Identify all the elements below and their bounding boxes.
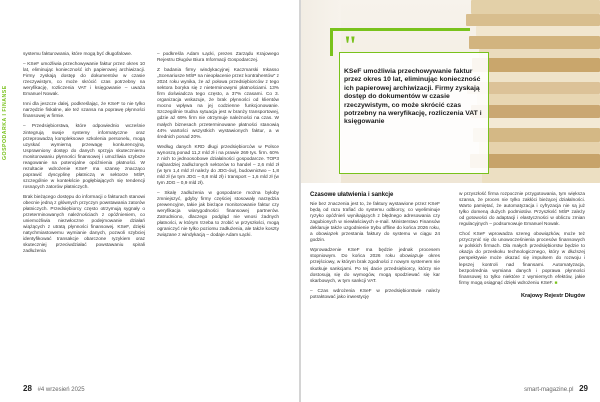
paragraph: – KSeF umożliwia przechowywanie faktur przez okres 10 lat, eliminując konieczność ich papierowej archiwizacji. Firmy zyskają dostęp do dokumentów w czasie rzeczywistym, co może skrócić czas potrzebny na weryfikację, rozliczenia VAT i księgowanie – uważa Emanuel Nowak. — [23, 62, 145, 98]
paragraph: – podkreśla Adam Łącki, prezes Zarządu Krajowego Rejestru Długów Biura Informacji Gospodarczej. — [157, 52, 279, 64]
paragraph: Nie bez znaczenia jest to, że faktury wystawione przez KSeF będą od razu trafiać do systemu odbiorcy, co wyeliminuje ryzyko opóźnień wynikających z błędnego adresowania czy zagubionych w niewłaściwych e-mail. Ministerstwo Finansów deklaruje także uzgodnienie trybu offline do końca 2026 roku, a obowiązek przestania faktury do systemu w ciągu 24 godzin. — [310, 202, 440, 244]
right-column-2 — [459, 192, 585, 299]
page-number: 29 — [579, 384, 588, 393]
article-author: Krajowy Rejestr Długów — [520, 292, 585, 299]
right-folio — [524, 384, 588, 393]
paragraph: – Skalę zadłużenia w gospodarce można byłoby zmniejszyć, gdyby firmy częściej stosowały narzędzia prewencyjne, takie jak bieżące monitorowanie faktur czy weryfikacja wiarygodności finansowej partnerów. Zatrudniono, dlaczego podgląd nie wnosi żadnych płatności, w którym trzeba to zrobić w przyszłości, mogą ograniczyć nie tylko poziomu zadłużenia, ale także koszty związane z windykacją – dodaje Adam Łącki. — [157, 190, 279, 239]
paragraph: – Czas wdrożenia KSeF w przedsiębiorstwie należy potraktować jako inwestycję — [310, 288, 440, 300]
section-heading: Czasowe ułatwienia i sankcje — [310, 192, 394, 198]
page-number: 28 — [23, 384, 32, 393]
site-label: smart-magazine.pl — [524, 387, 574, 393]
paragraph: systemu fakturowania, które mogą być długofalowe. — [23, 52, 133, 57]
section-label — [2, 20, 11, 160]
paragraph-text: Choć KSeF wprowadza szereg obowiązków, może też przyczynić się do unowocześnienia procesów finansowych w polskich firmach. Dla małych przedsiębiorstw będzie to okazja do przeskoku technologicznego, który w dłuższej perspektywie może okazać się impulsem do rozwoju i lepszej kontroli nad finansami. Automatyzacja, bezpośrednia wymiana danych i poprawa płynności finansowej to tylko niektóre z wymiernych efektów, jakie firmy mogą osiągnąć dzięki wdrożeniu KSeF. — [459, 232, 585, 286]
left-column-2 — [157, 52, 279, 243]
right-column-1 — [310, 192, 440, 305]
paragraph: Z badania firmy windykacyjnej Kaczmarski Inkasso „Scenariusze MŚP na nieopłacenie przez kontrahentów" z 2024 roku wynika, że aż połowa przedsiębiorców z tego sektora boryka się z nieterminowymi płatnościami. 13% firm doświadcza tego często, a 37% czasami. Co 3. organizacja wskazuje, że brak płynności od klientów mocno wpływa na jej codzienne funkcjonowanie. Szczególnie trudna sytuacja jest w branży transportowej, gdzie aż 69% firm nie otrzymuje należności na czas. W małych biznesach przeterminowane płatności stanowią 44% wartości wszystkich wystawionych faktur, a w średnich ponad 20%. — [157, 68, 279, 140]
quote-mark-icon: " — [343, 31, 358, 60]
section-label-text: GOSPODARKA I FINANSE — [2, 85, 8, 160]
paragraph: Wprowadzenie KSeF ma będzie jednak procesem stopniowym. Do końca 2026 roku obowiązuje okres przejściowy, w którym brak zgodności z nowym systemem nie skutkuje sankcjami. Po tej dacie przedsiębiorcy, którzy nie dostosują się do wymogów, mogą spodziewać się kar skarbowych, w tym sankcji VAT. — [310, 248, 440, 284]
paragraph: w przyszłość firma rozpocznie przygotowania, tym większa szansa, że proces nie tylko zakłóci bieżącej działalności. Warto pamiętać, że automatyzacja i cyfryzacja nie są już tylko domeną dużych podmiotów. Przyszłość MŚP zależy od gotowości do adaptacji i elastyczności w obliczu zmian regulacyjnych – podsumowuje Emanuel Nowak. — [459, 192, 585, 228]
paragraph: Według danych KRD długi przedsiębiorców w Polsce wynoszą ponad 11,2 mld zł i na prawie 269 tys. firm. 60% z nich to jednoosobowe działalności gospodarcze. TOP3 najbardziej zadłużonych sektorów to handel – 2,6 mld zł (w tym 1,4 mld zł należy do JDG-ów), budownictwo – 1,8 mld zł (w tym JDG – 0,8 mld zł) i transport – 1,6 mld zł (w tym JDG – 0,9 mld zł). — [157, 144, 279, 186]
issue-label: #4 wrzesień 2025 — [37, 387, 85, 393]
paragraph — [459, 232, 585, 286]
paragraph: Inni dla jeszcze dalej, podkreślając, że KSeF to nie tylko narzędzie fiskalne, ale też szansa na poprawę płynności finansowej w firmie. — [23, 102, 145, 120]
left-column-1 — [23, 52, 145, 259]
left-page — [0, 0, 299, 402]
paragraph: – Przedsiębiorstwa, które odpowiednio wcześnie zintegrują swoje systemy informatyczne oraz przeprowadzą kompleksowe szkolenia personelu, mogą uzyskać wymierną przewagę konkurencyjną. Usprawniony dostęp do danych sprzyja skuteczniemu monitorowaniu płynności finansowej i umożliwia szybsze reagowanie na potencjalne opóźnienia płatności. W rezultacie wdrożenie KSeF ma szansę znacząco poprawić dyscyplinę płatniczą w sektorze MŚP, szczególnie w kontekście pogłębiających się tendencji rosnących zatorów płatniczych. — [23, 124, 145, 190]
paragraph: Brak bieżącego dostępu do informacji o fakturach stanowi obecnie jedną z głównych przyczyn powstawania zatorów płatniczych. Przedsiębiorcy często otrzymują sygnały o przeterminowanych należnościach z opóźnieniem, co uniemożliwia niezwłoczne podejmowanie działań wiążących z utratą płynności finansowej. KSeF, dzięki natychmiastowemu wymianie danych, pozwoli szybciej identyfikować transakcje obarczone ryzykiem oraz skuteczniej przeciwdziałać powstawaniu spirali zadłużenia — [23, 194, 145, 255]
left-folio — [23, 384, 85, 393]
end-mark-icon: ■ — [554, 280, 558, 286]
pull-quote: KSeF umożliwia przechowywanie faktur przez okres 10 lat, eliminując konieczność ich papierowej archiwizacji. Firmy zyskają dostęp do dokumentów w czasie rzeczywistym, co może skrócić czas potrzebny na weryfikację, rozliczenia VAT i księgowanie — [344, 68, 482, 126]
